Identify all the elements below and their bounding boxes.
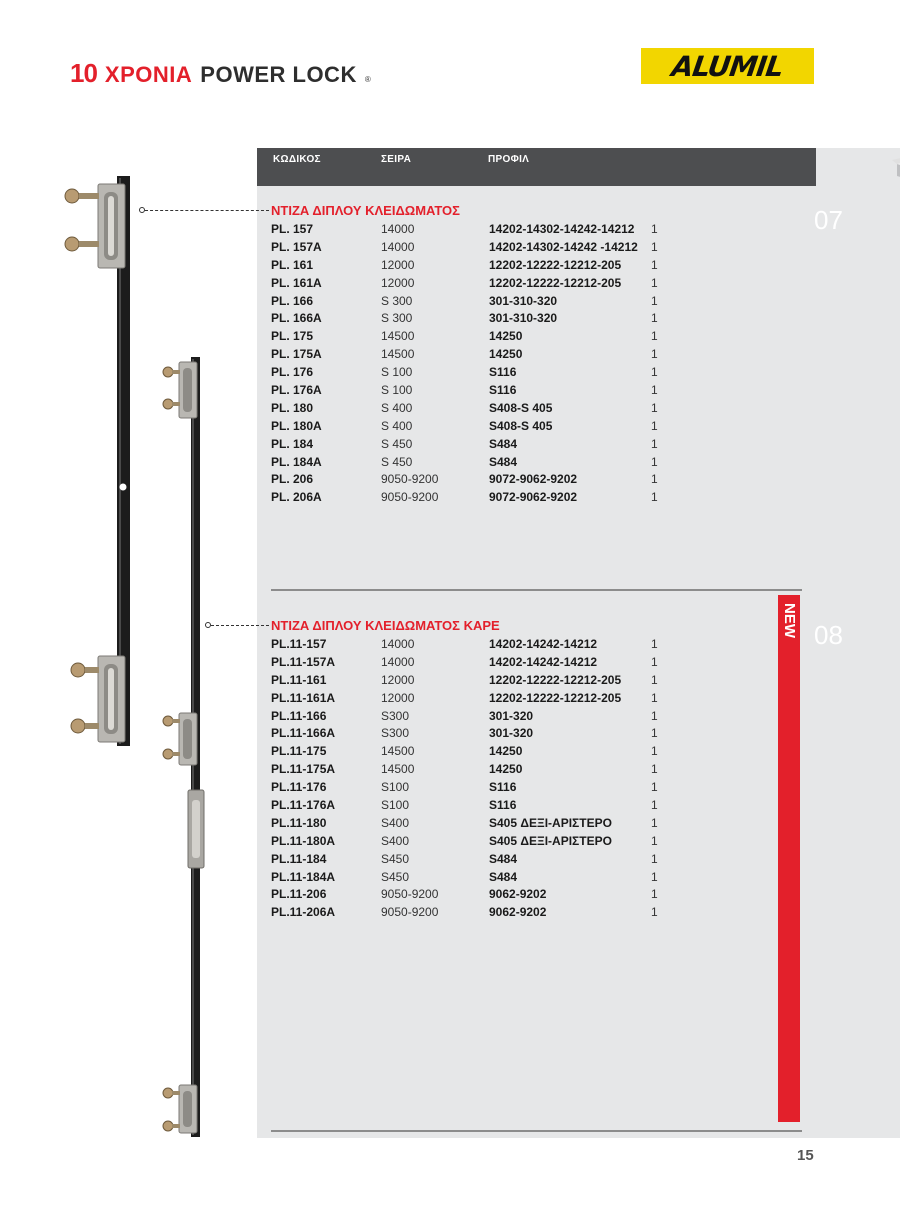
series-value: S 300 <box>381 311 413 326</box>
quantity-value: 1 <box>651 708 658 723</box>
product-code: PL.11-176A <box>271 798 336 813</box>
new-badge <box>778 595 800 1122</box>
profile-value: 301-320 <box>489 726 534 741</box>
quantity-value: 1 <box>651 257 658 272</box>
series-value: 12000 <box>381 275 415 290</box>
box-icon <box>891 154 900 182</box>
product-code: PL. 176 <box>271 365 314 380</box>
quantity-value: 1 <box>651 454 658 469</box>
product-code: PL.11-184A <box>271 869 336 884</box>
profile-value: S484 <box>489 869 518 884</box>
quantity-value: 1 <box>651 383 658 398</box>
product-code: PL. 157 <box>271 222 314 236</box>
series-value: 9050-9200 <box>381 490 439 505</box>
profile-value: S116 <box>489 365 517 380</box>
product-code: PL.11-166 <box>271 708 327 723</box>
quantity-value: 1 <box>651 436 658 451</box>
profile-value: 12202-12222-12212-205 <box>489 672 622 687</box>
product-code: PL. 175A <box>271 347 322 362</box>
quantity-value: 1 <box>651 239 658 254</box>
series-value: S 100 <box>381 365 413 380</box>
quantity-value: 1 <box>651 744 658 759</box>
profile-value: 301-310-320 <box>489 293 558 308</box>
product-code: PL. 206A <box>271 490 322 505</box>
header-profile: ΠΡΟΦΙΛ <box>488 154 530 165</box>
quantity-value: 1 <box>651 726 658 741</box>
quantity-value: 1 <box>651 222 658 236</box>
series-value: S450 <box>381 851 410 866</box>
product-code: PL.11-157 <box>271 637 327 651</box>
series-value: S400 <box>381 815 410 830</box>
product-code: PL. 157A <box>271 239 322 254</box>
profile-value: S484 <box>489 454 518 469</box>
product-code: PL. 184A <box>271 454 322 469</box>
product-code: PL. 161 <box>271 257 314 272</box>
section1-title: ΝΤΙΖΑ ΔΙΠΛΟΥ ΚΛΕΙΔΩΜΑΤΟΣ <box>271 203 460 218</box>
product-code: PL. 184 <box>271 436 314 451</box>
profile-value: S116 <box>489 798 517 813</box>
product-code: PL.11-175 <box>271 744 327 759</box>
series-value: 12000 <box>381 690 415 705</box>
profile-value: 14202-14242-14212 <box>489 637 598 651</box>
product-code: PL. 166 <box>271 293 314 308</box>
section2-number: 08 <box>814 620 843 650</box>
new-badge-label: NEW <box>781 603 798 638</box>
product-code: PL.11-180 <box>271 815 327 830</box>
quantity-value: 1 <box>651 672 658 687</box>
lock-plate-bottom-07 <box>71 656 125 742</box>
profile-value: S116 <box>489 383 517 398</box>
brand-word-power-lock: POWER LOCK <box>200 62 357 87</box>
table-header <box>257 148 816 186</box>
quantity-value: 1 <box>651 798 658 813</box>
profile-value: 12202-12222-12212-205 <box>489 275 622 290</box>
quantity-value: 1 <box>651 400 658 415</box>
series-value: 14000 <box>381 654 415 669</box>
gearbox-08 <box>188 790 204 868</box>
quantity-value: 1 <box>651 654 658 669</box>
profile-value: 14202-14302-14242 -14212 <box>489 239 638 254</box>
quantity-value: 1 <box>651 329 658 344</box>
series-value: 14500 <box>381 347 415 362</box>
series-value: S450 <box>381 869 410 884</box>
series-value: S400 <box>381 833 410 848</box>
series-value: S100 <box>381 780 410 795</box>
profile-value: 14202-14302-14242-14212 <box>489 222 635 236</box>
profile-value: 12202-12222-12212-205 <box>489 690 622 705</box>
product-code: PL.11-166A <box>271 726 336 741</box>
product-code: PL. 206 <box>271 472 314 487</box>
quantity-value: 1 <box>651 637 658 651</box>
profile-value: 14250 <box>489 744 523 759</box>
series-value: 12000 <box>381 672 415 687</box>
section2-title: ΝΤΙΖΑ ΔΙΠΛΟΥ ΚΛΕΙΔΩΜΑΤΟΣ ΚΑΡΕ <box>271 618 500 633</box>
profile-value: S405 ΔΕΞΙ-ΑΡΙΣΤΕΡΟ <box>489 815 612 830</box>
quantity-value: 1 <box>651 365 658 380</box>
series-value: S 400 <box>381 418 413 433</box>
product-code: PL. 180 <box>271 400 314 415</box>
quantity-value: 1 <box>651 490 658 505</box>
quantity-value: 1 <box>651 690 658 705</box>
profile-value: 14250 <box>489 762 523 777</box>
profile-value: 9072-9062-9202 <box>489 472 578 487</box>
product-code: PL.11-180A <box>271 833 336 848</box>
product-code: PL.11-176 <box>271 780 327 795</box>
profile-value: S116 <box>489 780 517 795</box>
header-extension <box>816 148 900 186</box>
series-value: S 100 <box>381 383 413 398</box>
profile-value: S484 <box>489 851 518 866</box>
series-value: 9050-9200 <box>381 905 439 920</box>
product-code: PL.11-157A <box>271 654 336 669</box>
product-code: PL.11-184 <box>271 851 327 866</box>
quantity-value: 1 <box>651 887 658 902</box>
lock-plate-bottom-08 <box>163 1085 197 1133</box>
lock-plate-top-07 <box>65 184 125 268</box>
profile-value: 9072-9062-9202 <box>489 490 578 505</box>
series-value: 14000 <box>381 637 415 651</box>
brand-word-years: ΧΡΟΝΙΑ <box>104 62 193 87</box>
profile-value: 301-320 <box>489 708 534 723</box>
profile-value: 12202-12222-12212-205 <box>489 257 622 272</box>
quantity-value: 1 <box>651 851 658 866</box>
quantity-value: 1 <box>651 347 658 362</box>
brand-number: 10 <box>70 58 97 88</box>
product-code: PL. 180A <box>271 418 322 433</box>
header-code: ΚΩΔΙΚΟΣ <box>273 154 321 165</box>
logo-text: ALUMIL <box>669 49 786 83</box>
section-divider <box>271 589 802 591</box>
profile-value: S408-S 405 <box>489 400 553 415</box>
series-value: 14000 <box>381 222 415 236</box>
series-value: 14000 <box>381 239 415 254</box>
series-value: S300 <box>381 708 410 723</box>
profile-value: S408-S 405 <box>489 418 553 433</box>
series-value: S 450 <box>381 436 413 451</box>
series-value: 12000 <box>381 257 415 272</box>
product-code: PL.11-206 <box>271 887 327 902</box>
series-value: S 300 <box>381 293 413 308</box>
series-value: 14500 <box>381 329 415 344</box>
profile-value: 14250 <box>489 347 523 362</box>
product-code: PL.11-206A <box>271 905 336 920</box>
quantity-value: 1 <box>651 472 658 487</box>
section1-number: 07 <box>814 205 843 235</box>
quantity-value: 1 <box>651 833 658 848</box>
header-series: ΣΕΙΡΑ <box>381 154 412 165</box>
product-code: PL.11-161 <box>271 672 327 687</box>
rod-hole <box>120 484 127 491</box>
quantity-value: 1 <box>651 275 658 290</box>
alumil-logo <box>641 48 814 84</box>
espagnolette-illustration <box>0 0 260 1223</box>
series-value: S 400 <box>381 400 413 415</box>
lock-plate-top-08 <box>163 362 197 418</box>
quantity-value: 1 <box>651 905 658 920</box>
quantity-value: 1 <box>651 869 658 884</box>
series-value: 14500 <box>381 762 415 777</box>
quantity-value: 1 <box>651 311 658 326</box>
quantity-value: 1 <box>651 780 658 795</box>
product-code: PL.11-161A <box>271 690 336 705</box>
profile-value: 14250 <box>489 329 523 344</box>
profile-value: 9062-9202 <box>489 887 547 902</box>
profile-value: S484 <box>489 436 518 451</box>
quantity-value: 1 <box>651 293 658 308</box>
profile-value: 301-310-320 <box>489 311 558 326</box>
lock-plate-mid-08 <box>163 713 197 765</box>
product-code: PL. 161A <box>271 275 322 290</box>
series-value: 9050-9200 <box>381 472 439 487</box>
profile-value: 9062-9202 <box>489 905 547 920</box>
quantity-value: 1 <box>651 815 658 830</box>
series-value: 9050-9200 <box>381 887 439 902</box>
series-value: 14500 <box>381 744 415 759</box>
product-code: PL.11-175A <box>271 762 336 777</box>
product-code: PL. 166A <box>271 311 322 326</box>
registered-mark: ® <box>364 75 371 84</box>
quantity-value: 1 <box>651 762 658 777</box>
series-value: S300 <box>381 726 410 741</box>
bottom-divider <box>271 1130 802 1132</box>
series-value: S 450 <box>381 454 413 469</box>
quantity-value: 1 <box>651 418 658 433</box>
profile-value: 14202-14242-14212 <box>489 654 598 669</box>
profile-value: S405 ΔΕΞΙ-ΑΡΙΣΤΕΡΟ <box>489 833 612 848</box>
product-code: PL. 176A <box>271 383 322 398</box>
page-number: 15 <box>797 1147 814 1164</box>
series-value: S100 <box>381 798 410 813</box>
product-code: PL. 175 <box>271 329 314 344</box>
